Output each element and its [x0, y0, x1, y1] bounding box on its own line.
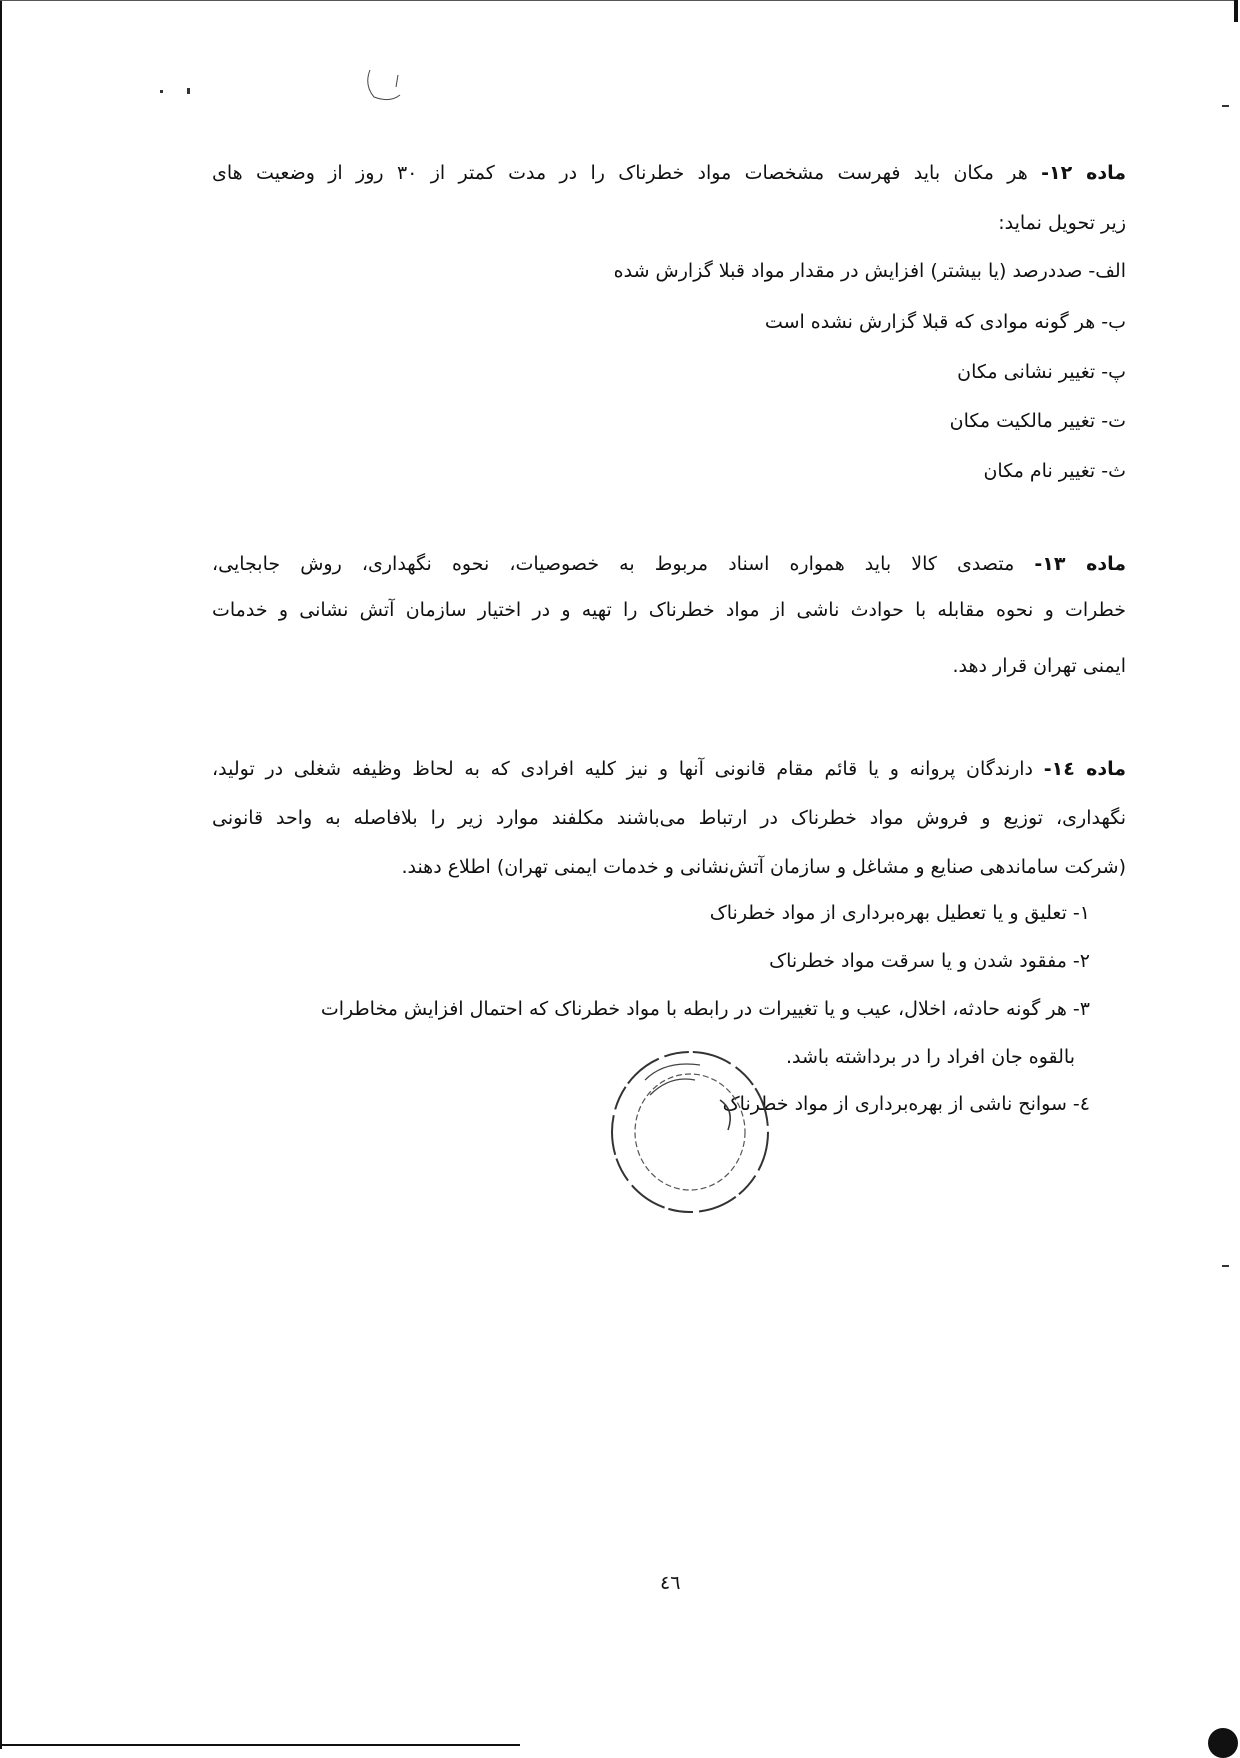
article-14-item-continuation: بالقوه جان افراد را در برداشته باشد. [785, 1046, 1075, 1068]
article-14-line-2: نگهداری، توزیع و فروش مواد خطرناک در ارتباط می‌باشند مکلفند موارد زیر را بلافاصله به واحد قانونی [212, 807, 1126, 829]
scan-speck [160, 90, 163, 93]
scan-edge-bottom [0, 1744, 520, 1746]
article-14-line-3: (شرکت ساماندهی صنایع و مشاغل و سازمان آتش‌نشانی و خدمات ایمنی تهران) اطلاع دهند. [401, 856, 1126, 878]
article-12-line-2: زیر تحویل نماید: [998, 212, 1126, 234]
scan-corner-blot [1208, 1728, 1238, 1758]
article-12-item: الف- صددرصد (یا بیشتر) افزایش در مقدار مواد قبلا گزارش شده [613, 260, 1126, 282]
scan-edge-top [0, 0, 1236, 1]
scan-speck [1222, 105, 1229, 107]
scan-speck [1222, 1265, 1229, 1267]
article-13-heading: ماده ۱۳- [1034, 553, 1127, 575]
scan-speck [187, 88, 190, 94]
article-13-line-1: ماده ۱۳- متصدی کالا باید همواره اسناد مربوط به خصوصیات، نحوه نگهداری، روش جابجایی، [212, 553, 1127, 575]
article-12-item: ت- تغییر مالکیت مکان [949, 410, 1126, 432]
article-14-item: ۱- تعلیق و یا تعطیل بهره‌برداری از مواد خطرناک [709, 902, 1090, 924]
scan-edge-right [1234, 0, 1238, 22]
scan-edge-left [0, 0, 2, 1749]
article-12-item: پ- تغییر نشانی مکان [957, 361, 1126, 383]
article-13-line-3: ایمنی تهران قرار دهد. [952, 655, 1126, 677]
article-12-item: ب- هر گونه موادی که قبلا گزارش نشده است [764, 311, 1126, 333]
article-13-line-2: خطرات و نحوه مقابله با حوادث ناشی از مواد خطرناک را تهیه و در اختیار سازمان آتش نشانی و خدمات [212, 599, 1126, 621]
article-12-item: ث- تغییر نام مکان [983, 460, 1126, 482]
article-14-item: ۲- مفقود شدن و یا سرقت مواد خطرناک [769, 950, 1090, 972]
article-14-heading: ماده ۱٤- [1043, 758, 1126, 780]
article-14-item: ۳- هر گونه حادثه، اخلال، عیب و یا تغییرات در رابطه با مواد خطرناک که احتمال افزایش مخاطرات [320, 998, 1090, 1020]
article-14-item: ٤- سوانح ناشی از بهره‌برداری از مواد خطرناک [722, 1093, 1090, 1115]
article-12-line-1: ماده ۱۲- هر مکان باید فهرست مشخصات مواد خطرناک را در مدت کمتر از ۳۰ روز از وضعیت های [212, 162, 1126, 184]
article-12-heading: ماده ۱۲- [1041, 162, 1126, 184]
page-number: ٤٦ [660, 1572, 681, 1594]
stamp-icon [590, 1040, 780, 1220]
article-14-line-1: ماده ۱٤- دارندگان پروانه و یا قائم مقام قانونی آنها و نیز کلیه افرادی که به لحاظ وظیفه شغلی در تولید، [212, 758, 1126, 780]
scan-smudge [360, 65, 410, 105]
